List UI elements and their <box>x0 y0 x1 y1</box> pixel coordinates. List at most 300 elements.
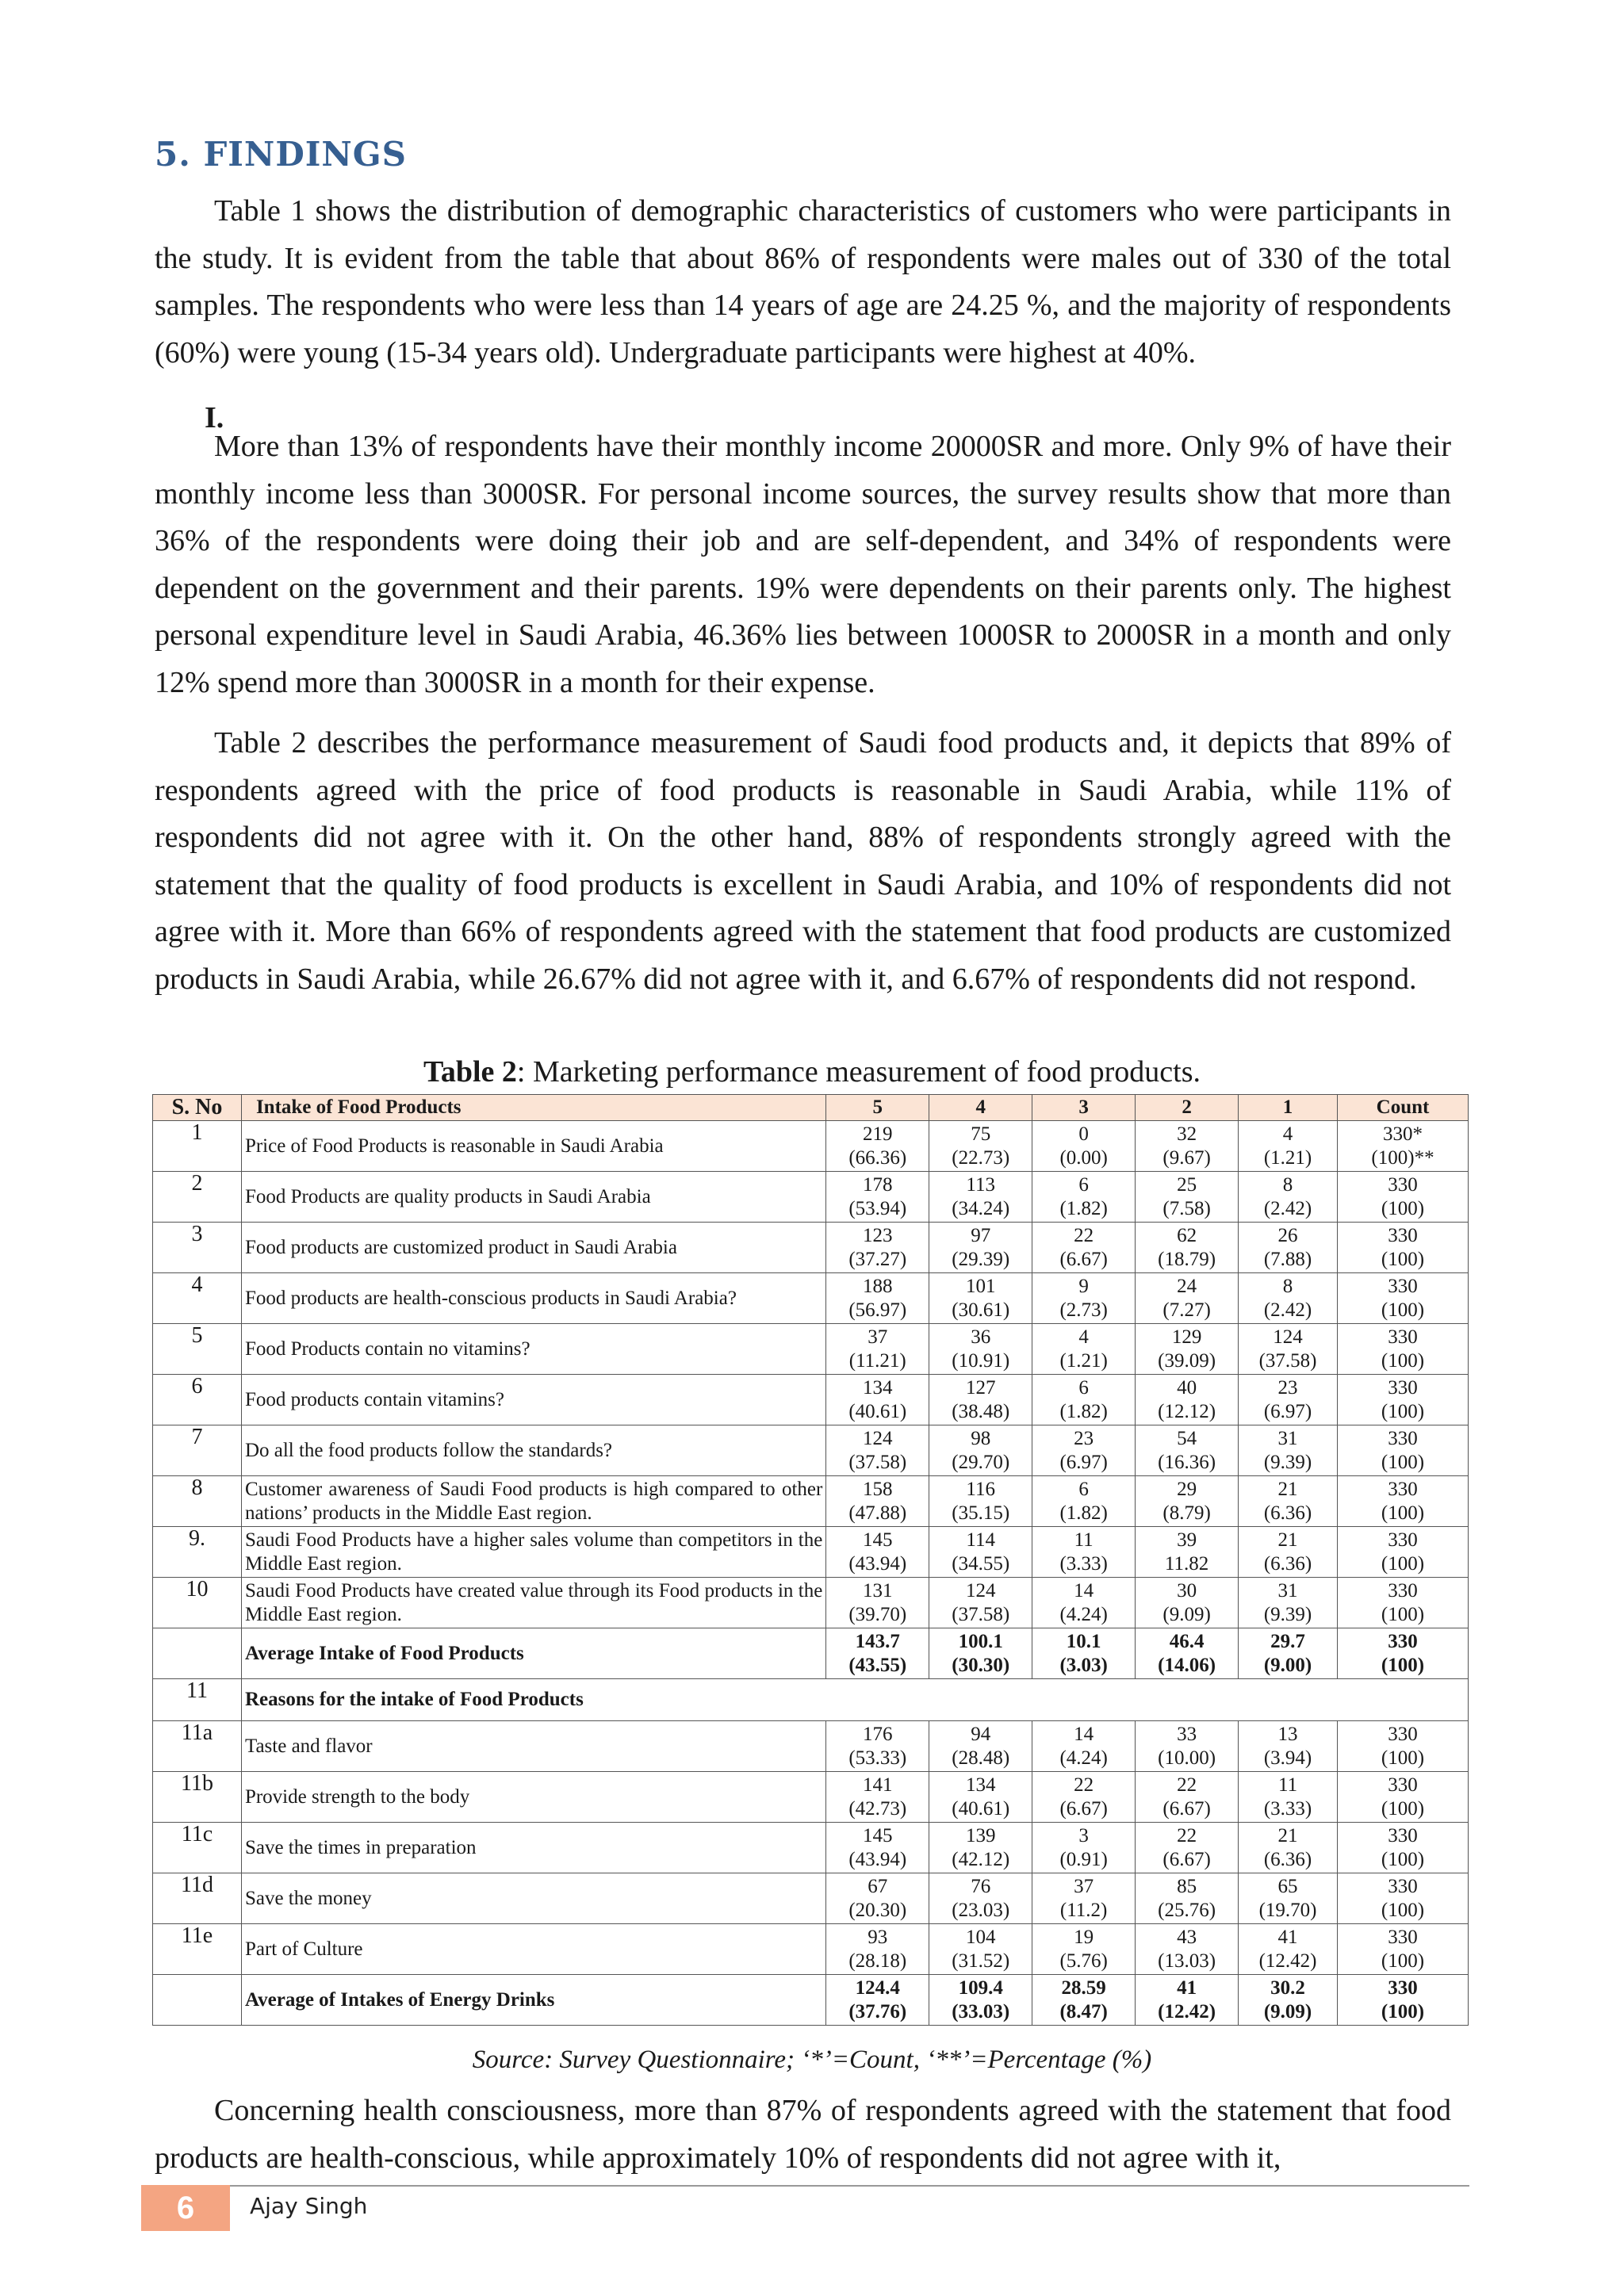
cell-c4-percent: (34.55) <box>952 1552 1010 1575</box>
cell-c4-percent: (10.91) <box>952 1349 1010 1372</box>
cell-c5-value: 131 <box>863 1579 893 1601</box>
cell-c1 <box>1239 1273 1338 1324</box>
cell-c3 <box>1032 1975 1136 2026</box>
cell-c5-percent: (53.33) <box>848 1747 907 1769</box>
cell-c5-percent: (37.27) <box>848 1248 907 1270</box>
cell-c5-value: 37 <box>868 1326 888 1348</box>
cell-c5-value: 178 <box>863 1173 893 1196</box>
cell-c3-percent: (6.67) <box>1059 1248 1108 1270</box>
cell-c3-value: 14 <box>1074 1579 1094 1601</box>
cell-count <box>1338 1628 1469 1679</box>
cell-c2-value: 29 <box>1177 1478 1197 1500</box>
cell-c3 <box>1032 1823 1136 1873</box>
cell-c1-percent: (2.42) <box>1263 1299 1312 1321</box>
cell-c3 <box>1032 1578 1136 1628</box>
table-row <box>153 1121 1469 1172</box>
cell-count <box>1338 1975 1469 2026</box>
cell-c2-value: 25 <box>1177 1173 1197 1196</box>
cell-c2 <box>1136 1721 1239 1772</box>
cell-c5-value: 134 <box>863 1376 893 1399</box>
table-caption <box>0 1054 1624 1089</box>
cell-count <box>1338 1273 1469 1324</box>
cell-c2-value: 22 <box>1177 1774 1197 1796</box>
cell-c2 <box>1136 1772 1239 1823</box>
table-caption-label: Table 2 <box>423 1055 517 1089</box>
header-4: 4 <box>929 1095 1032 1121</box>
cell-c3-value: 37 <box>1074 1875 1094 1897</box>
cell-c1 <box>1239 1975 1338 2026</box>
cell-count-percent: (100) <box>1381 1603 1425 1625</box>
cell-count <box>1338 1578 1469 1628</box>
cell-count-percent: (100) <box>1381 1349 1425 1372</box>
cell-c4-percent: (22.73) <box>952 1146 1010 1169</box>
cell-count <box>1338 1924 1469 1975</box>
cell-c5-value: 124 <box>863 1427 893 1449</box>
cell-c4-percent: (30.61) <box>952 1299 1010 1321</box>
cell-c3-percent: (0.91) <box>1059 1848 1108 1870</box>
cell-c2 <box>1136 1476 1239 1527</box>
cell-c2 <box>1136 1375 1239 1425</box>
cell-c2-value: 54 <box>1177 1427 1197 1449</box>
cell-c4-percent: (31.52) <box>952 1950 1010 1972</box>
cell-c5 <box>826 1772 929 1823</box>
cell-c3-value: 3 <box>1078 1824 1089 1846</box>
cell-c5-value: 124.4 <box>855 1976 900 1999</box>
cell-c4 <box>929 1172 1032 1223</box>
cell-c2-value: 24 <box>1177 1275 1197 1297</box>
cell-c5 <box>826 1476 929 1527</box>
table-row <box>153 1375 1469 1425</box>
cell-count-value: 330 <box>1388 1630 1418 1652</box>
header-count: Count <box>1338 1095 1469 1121</box>
paragraph-2: More than 13% of respondents have their monthly income 20000SR and more. Only 9% of have their monthly income less than 3000SR. For personal income sources, the survey results show that more than 36% of the respondents were doing their job and are self-dependent, and 34% of respondents were dependent on the government and their parents. 19% were dependents on their parents only. The highest personal expenditure level in Saudi Arabia, 46.36% lies between 1000SR to 2000SR in a month and only 12% spend more than 3000SR in a month for their expense. <box>155 430 1451 699</box>
cell-c2-value: 85 <box>1177 1875 1197 1897</box>
cell-c1-value: 4 <box>1282 1123 1293 1145</box>
cell-count-value: 330 <box>1388 1976 1418 1999</box>
cell-count <box>1338 1324 1469 1375</box>
row-sno: 10 <box>153 1578 242 1628</box>
cell-count-value: 330 <box>1388 1275 1418 1297</box>
cell-c2-percent: (9.67) <box>1162 1146 1211 1169</box>
cell-c3-percent: (11.2) <box>1059 1899 1108 1921</box>
cell-c4-value: 100.1 <box>958 1630 1003 1652</box>
cell-c1-value: 26 <box>1277 1224 1298 1246</box>
cell-c2-value: 46.4 <box>1169 1630 1205 1652</box>
cell-count-percent: (100) <box>1381 1502 1425 1524</box>
cell-c2 <box>1136 1975 1239 2026</box>
cell-c5-value: 176 <box>863 1723 893 1745</box>
cell-c4 <box>929 1476 1032 1527</box>
cell-c3-percent: (6.97) <box>1059 1451 1108 1473</box>
cell-count-value: 330 <box>1388 1579 1418 1601</box>
cell-c3 <box>1032 1425 1136 1476</box>
cell-count-value: 330 <box>1388 1824 1418 1846</box>
cell-c3-value: 22 <box>1074 1774 1094 1796</box>
cell-c5 <box>826 1721 929 1772</box>
cell-c4 <box>929 1121 1032 1172</box>
cell-c2-value: 39 <box>1177 1529 1197 1551</box>
cell-c3-value: 28.59 <box>1061 1976 1106 1999</box>
cell-c4-value: 116 <box>966 1478 995 1500</box>
cell-c3 <box>1032 1628 1136 1679</box>
cell-c5-percent: (43.55) <box>848 1654 907 1676</box>
cell-c2-percent: (39.09) <box>1158 1349 1216 1372</box>
cell-count-percent: (100) <box>1381 1552 1425 1575</box>
table-row <box>153 1527 1469 1578</box>
row-label: Food products are customized product in Saudi Arabia <box>241 1223 825 1273</box>
cell-c5-value: 123 <box>863 1224 893 1246</box>
cell-c1-value: 124 <box>1273 1326 1303 1348</box>
footer-rule <box>141 2185 1469 2187</box>
cell-count-percent: (100) <box>1381 1654 1425 1676</box>
cell-c1 <box>1239 1527 1338 1578</box>
cell-c5-value: 143.7 <box>855 1630 900 1652</box>
cell-c3-percent: (1.21) <box>1059 1349 1108 1372</box>
cell-c3-percent: (1.82) <box>1059 1197 1108 1219</box>
cell-count-percent: (100) <box>1381 1899 1425 1921</box>
cell-c4-value: 114 <box>966 1529 995 1551</box>
cell-c2 <box>1136 1873 1239 1924</box>
cell-c3-value: 22 <box>1074 1224 1094 1246</box>
table-row <box>153 1273 1469 1324</box>
cell-count-percent: (100) <box>1381 1747 1425 1769</box>
cell-c3 <box>1032 1924 1136 1975</box>
cell-count-percent: (100) <box>1381 1451 1425 1473</box>
row-sno: 11 <box>153 1679 242 1721</box>
cell-c4-percent: (33.03) <box>952 2000 1010 2022</box>
cell-count <box>1338 1425 1469 1476</box>
section-label <box>241 1679 1468 1721</box>
cell-c4 <box>929 1721 1032 1772</box>
cell-c4 <box>929 1772 1032 1823</box>
cell-c3-value: 4 <box>1078 1326 1089 1348</box>
cell-c1-value: 31 <box>1277 1427 1298 1449</box>
cell-c3-value: 6 <box>1078 1173 1089 1196</box>
row-sno <box>153 1628 242 1679</box>
cell-c1-percent: (6.36) <box>1263 1848 1312 1870</box>
cell-count-percent: (100) <box>1381 1299 1425 1321</box>
cell-count-percent: (100) <box>1381 1848 1425 1870</box>
cell-c4 <box>929 1324 1032 1375</box>
cell-c4-value: 75 <box>971 1123 991 1145</box>
cell-c4 <box>929 1223 1032 1273</box>
cell-c1-percent: (6.97) <box>1263 1400 1312 1422</box>
cell-c5-percent: (40.61) <box>848 1400 907 1422</box>
cell-c1-percent: (1.21) <box>1263 1146 1312 1169</box>
cell-c2-value: 32 <box>1177 1123 1197 1145</box>
cell-c2-percent: (13.03) <box>1158 1950 1216 1972</box>
page-number: 6 <box>141 2185 230 2231</box>
cell-c5-percent: (53.94) <box>848 1197 907 1219</box>
cell-count <box>1338 1823 1469 1873</box>
cell-c1 <box>1239 1628 1338 1679</box>
cell-c2 <box>1136 1121 1239 1172</box>
table-row <box>153 1476 1469 1527</box>
cell-count-value: 330 <box>1388 1529 1418 1551</box>
cell-c3-percent: (8.47) <box>1059 2000 1108 2022</box>
cell-c1 <box>1239 1772 1338 1823</box>
cell-c5 <box>826 1924 929 1975</box>
cell-c4 <box>929 1873 1032 1924</box>
cell-c5-value: 158 <box>863 1478 893 1500</box>
cell-c1 <box>1239 1873 1338 1924</box>
row-label: Provide strength to the body <box>241 1772 825 1823</box>
cell-c4 <box>929 1375 1032 1425</box>
cell-c3-percent: (4.24) <box>1059 1747 1108 1769</box>
table-row <box>153 1924 1469 1975</box>
cell-c1-percent: (7.88) <box>1263 1248 1312 1270</box>
table-row <box>153 1425 1469 1476</box>
cell-count-value: 330 <box>1388 1376 1418 1399</box>
cell-c3-percent: (5.76) <box>1059 1950 1108 1972</box>
cell-c5 <box>826 1578 929 1628</box>
cell-c5-percent: (39.70) <box>848 1603 907 1625</box>
cell-c1 <box>1239 1375 1338 1425</box>
cell-c5-percent: (28.18) <box>848 1950 907 1972</box>
cell-c1-value: 21 <box>1277 1529 1298 1551</box>
cell-c5-value: 141 <box>863 1774 893 1796</box>
cell-c4 <box>929 1628 1032 1679</box>
cell-c3-value: 6 <box>1078 1478 1089 1500</box>
cell-c3-value: 19 <box>1074 1926 1094 1948</box>
header-sno: S. No <box>153 1095 242 1121</box>
cell-c1 <box>1239 1425 1338 1476</box>
row-label: Do all the food products follow the standards? <box>241 1425 825 1476</box>
cell-c2-percent: (12.42) <box>1158 2000 1216 2022</box>
cell-c1 <box>1239 1721 1338 1772</box>
header-3: 3 <box>1032 1095 1136 1121</box>
row-sno <box>153 1975 242 2026</box>
row-label: Taste and flavor <box>241 1721 825 1772</box>
performance-table <box>152 1094 1469 2026</box>
cell-c5-percent: (43.94) <box>848 1848 907 1870</box>
cell-c5-percent: (37.76) <box>848 2000 907 2022</box>
cell-c4-percent: (23.03) <box>952 1899 1010 1921</box>
average-row <box>153 1628 1469 1679</box>
section-row <box>153 1679 1469 1721</box>
cell-c5-value: 145 <box>863 1824 893 1846</box>
cell-c2-percent: (6.67) <box>1162 1797 1211 1820</box>
table-row <box>153 1823 1469 1873</box>
cell-c1 <box>1239 1223 1338 1273</box>
cell-c3-percent: (2.73) <box>1059 1299 1108 1321</box>
cell-c3-percent: (3.33) <box>1059 1552 1108 1575</box>
cell-c4-percent: (34.24) <box>952 1197 1010 1219</box>
cell-c3-percent: (3.03) <box>1059 1654 1108 1676</box>
footer-author: Ajay Singh <box>250 2193 368 2219</box>
cell-c5 <box>826 1121 929 1172</box>
cell-c5 <box>826 1273 929 1324</box>
table-row <box>153 1772 1469 1823</box>
cell-c4-value: 134 <box>965 1774 996 1796</box>
cell-count-percent: (100) <box>1381 1248 1425 1270</box>
cell-c3 <box>1032 1121 1136 1172</box>
cell-c3-value: 10.1 <box>1066 1630 1101 1652</box>
cell-c4 <box>929 1425 1032 1476</box>
cell-c2 <box>1136 1628 1239 1679</box>
row-sno: 4 <box>153 1273 242 1324</box>
cell-c5-percent: (47.88) <box>848 1502 907 1524</box>
cell-c2-percent: (7.58) <box>1162 1197 1211 1219</box>
cell-c1-value: 13 <box>1277 1723 1298 1745</box>
cell-c1-percent: (9.09) <box>1263 2000 1312 2022</box>
cell-c2-percent: 11.82 <box>1164 1552 1209 1575</box>
row-label: Saudi Food Products have a higher sales volume than competitors in the Middle East region. <box>241 1527 825 1578</box>
section-label-text: Reasons for the intake of Food Products <box>244 1689 584 1710</box>
table-row <box>153 1578 1469 1628</box>
cell-c5 <box>826 1223 929 1273</box>
cell-c4-value: 127 <box>965 1376 996 1399</box>
cell-c2-value: 43 <box>1177 1926 1197 1948</box>
cell-c1-value: 8 <box>1282 1275 1293 1297</box>
cell-c2 <box>1136 1273 1239 1324</box>
row-label: Customer awareness of Saudi Food products is high compared to other nations’ products in the Middle East region. <box>241 1476 825 1527</box>
cell-c1 <box>1239 1476 1338 1527</box>
cell-c5-percent: (56.97) <box>848 1299 907 1321</box>
cell-count <box>1338 1375 1469 1425</box>
cell-c4-percent: (42.12) <box>952 1848 1010 1870</box>
cell-c5-value: 145 <box>863 1529 893 1551</box>
cell-c2-value: 33 <box>1177 1723 1197 1745</box>
cell-c5-percent: (66.36) <box>848 1146 907 1169</box>
cell-c2-value: 30 <box>1177 1579 1197 1601</box>
cell-c1 <box>1239 1578 1338 1628</box>
cell-c3 <box>1032 1527 1136 1578</box>
row-sno: 2 <box>153 1172 242 1223</box>
table-caption-text: : Marketing performance measurement of food products. <box>516 1055 1201 1089</box>
header-2: 2 <box>1136 1095 1239 1121</box>
cell-count <box>1338 1172 1469 1223</box>
row-sno: 9. <box>153 1527 242 1578</box>
cell-c2-percent: (16.36) <box>1158 1451 1216 1473</box>
cell-count-percent: (100)** <box>1371 1146 1434 1169</box>
cell-c1-value: 21 <box>1277 1824 1298 1846</box>
row-sno: 11e <box>153 1924 242 1975</box>
cell-c3 <box>1032 1273 1136 1324</box>
cell-c2-value: 41 <box>1177 1976 1197 1999</box>
cell-c3 <box>1032 1324 1136 1375</box>
cell-c5-percent: (11.21) <box>848 1349 906 1372</box>
cell-c3 <box>1032 1476 1136 1527</box>
cell-c1-percent: (19.70) <box>1258 1899 1317 1921</box>
header-1: 1 <box>1239 1095 1338 1121</box>
cell-c4-value: 97 <box>971 1224 991 1246</box>
cell-c5-percent: (42.73) <box>848 1797 907 1820</box>
cell-count-value: 330 <box>1388 1173 1418 1196</box>
header-5: 5 <box>826 1095 929 1121</box>
cell-c4-value: 76 <box>971 1875 991 1897</box>
cell-c4-percent: (29.39) <box>952 1248 1010 1270</box>
row-sno: 3 <box>153 1223 242 1273</box>
cell-c4-value: 36 <box>971 1326 991 1348</box>
cell-c5 <box>826 1873 929 1924</box>
cell-c3-value: 23 <box>1074 1427 1094 1449</box>
cell-c4-value: 94 <box>971 1723 991 1745</box>
cell-count-value: 330 <box>1388 1478 1418 1500</box>
cell-c3-value: 6 <box>1078 1376 1089 1399</box>
cell-c1 <box>1239 1121 1338 1172</box>
cell-c2-percent: (12.12) <box>1158 1400 1216 1422</box>
cell-c5-value: 188 <box>863 1275 893 1297</box>
table-row <box>153 1172 1469 1223</box>
row-label: Save the money <box>241 1873 825 1924</box>
cell-c2-percent: (10.00) <box>1158 1747 1216 1769</box>
cell-c2-percent: (18.79) <box>1158 1248 1216 1270</box>
row-label: Save the times in preparation <box>241 1823 825 1873</box>
cell-c3 <box>1032 1873 1136 1924</box>
cell-count-value: 330 <box>1388 1427 1418 1449</box>
cell-c2-value: 129 <box>1171 1326 1202 1348</box>
table-row <box>153 1324 1469 1375</box>
cell-c3 <box>1032 1172 1136 1223</box>
cell-count-value: 330 <box>1388 1774 1418 1796</box>
cell-c1 <box>1239 1324 1338 1375</box>
cell-c2 <box>1136 1924 1239 1975</box>
cell-c2 <box>1136 1172 1239 1223</box>
cell-c2-percent: (14.06) <box>1158 1654 1216 1676</box>
cell-c3 <box>1032 1772 1136 1823</box>
cell-c2-percent: (8.79) <box>1162 1502 1211 1524</box>
row-label: Saudi Food Products have created value through its Food products in the Middle East region. <box>241 1578 825 1628</box>
cell-c3-value: 14 <box>1074 1723 1094 1745</box>
cell-c1-percent: (37.58) <box>1258 1349 1317 1372</box>
average-row <box>153 1975 1469 2026</box>
cell-count-value: 330* <box>1383 1123 1423 1145</box>
cell-c4-value: 139 <box>965 1824 996 1846</box>
row-label: Food Products are quality products in Saudi Arabia <box>241 1172 825 1223</box>
cell-count-percent: (100) <box>1381 1197 1425 1219</box>
row-label: Food products are health-conscious products in Saudi Arabia? <box>241 1273 825 1324</box>
row-label: Part of Culture <box>241 1924 825 1975</box>
cell-c1 <box>1239 1924 1338 1975</box>
cell-c5 <box>826 1324 929 1375</box>
cell-c2-percent: (9.09) <box>1162 1603 1211 1625</box>
cell-c1-value: 21 <box>1277 1478 1298 1500</box>
cell-c1-value: 65 <box>1277 1875 1298 1897</box>
cell-c4 <box>929 1975 1032 2026</box>
cell-c5 <box>826 1375 929 1425</box>
cell-c1-percent: (9.00) <box>1263 1654 1312 1676</box>
row-sno: 6 <box>153 1375 242 1425</box>
cell-c1-percent: (3.33) <box>1263 1797 1312 1820</box>
cell-c4-value: 101 <box>965 1275 996 1297</box>
paragraph-4: Concerning health consciousness, more than 87% of respondents agreed with the statement that food products are health-conscious, while approximately 10% of respondents did not agree with it, <box>155 2094 1451 2175</box>
cell-c4 <box>929 1823 1032 1873</box>
cell-c1-percent: (12.42) <box>1258 1950 1317 1972</box>
row-sno: 5 <box>153 1324 242 1375</box>
cell-c3-value: 11 <box>1074 1529 1094 1551</box>
cell-c4-value: 104 <box>965 1926 996 1948</box>
cell-c5-percent: (37.58) <box>848 1451 907 1473</box>
cell-count-value: 330 <box>1388 1326 1418 1348</box>
cell-c5-percent: (20.30) <box>848 1899 907 1921</box>
cell-c1 <box>1239 1823 1338 1873</box>
row-sno: 7 <box>153 1425 242 1476</box>
cell-c3-percent: (4.24) <box>1059 1603 1108 1625</box>
cell-c3-percent: (6.67) <box>1059 1797 1108 1820</box>
cell-c4-percent: (29.70) <box>952 1451 1010 1473</box>
table-row <box>153 1223 1469 1273</box>
row-label <box>241 1975 825 2026</box>
cell-c5-value: 67 <box>868 1875 888 1897</box>
section-heading: 5. FINDINGS <box>155 135 407 174</box>
cell-c2-percent: (7.27) <box>1162 1299 1211 1321</box>
cell-c5-percent: (43.94) <box>848 1552 907 1575</box>
cell-c3-value: 9 <box>1078 1275 1089 1297</box>
table-source-note: Source: Survey Questionnaire; ‘*’=Count, ‘**’=Percentage (%) <box>472 2045 1152 2074</box>
cell-c4-percent: (30.30) <box>952 1654 1010 1676</box>
paragraph-1: Table 1 shows the distribution of demographic characteristics of customers who were participants in the study. It is evident from the table that about 86% of respondents were males out of 330 of the total samples. The respondents who were less than 14 years of age are 24.25 %, and the majority of respondents (60%) were young (15-34 years old). Undergraduate participants were highest at 40%. <box>155 194 1451 369</box>
